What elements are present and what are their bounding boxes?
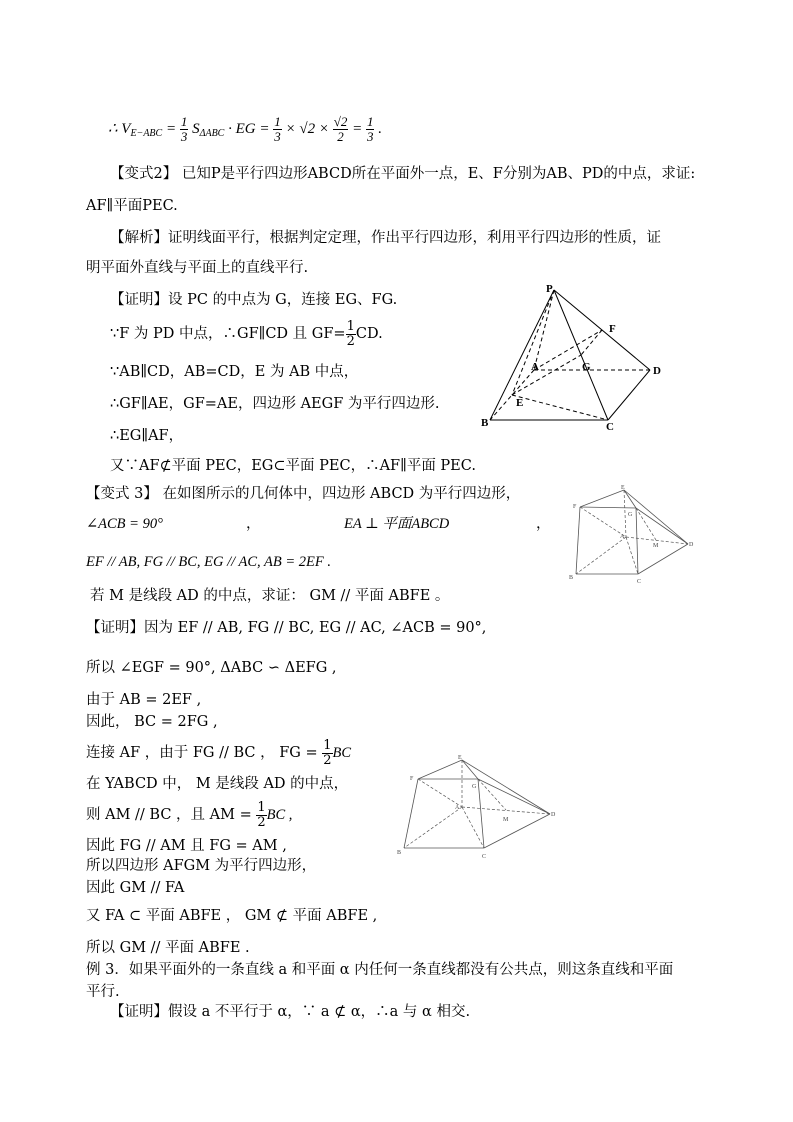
seg-FG — [581, 330, 602, 355]
fig3-label-F: F — [410, 776, 414, 782]
ex3-line2: 平行. — [86, 984, 120, 1000]
v2-proof-line6: 又∵AF⊄平面 PEC，EG⊂平面 PEC，∴AF∥平面 PEC. — [110, 458, 476, 474]
v2-proof-line1: 【证明】设 PC 的中点为 G，连接 EG、FG. — [110, 292, 398, 308]
v3-problem-line1: 【变式 3】 在如图所示的几何体中，四边形 ABCD 为平行四边形， — [86, 486, 521, 502]
v2-proof-line2: ∵F 为 PD 中点，∴GF∥CD 且 GF= $\frac{1}{2}$ CD. — [110, 318, 383, 349]
label-B: B — [481, 417, 489, 429]
v2-proof-line4: ∴GF∥AE，GF=AE，四边形 AEGF 为平行四边形. — [110, 396, 440, 412]
seg-PE — [512, 290, 554, 395]
v3-problem-line4: 若 M 是线段 AD 的中点，求证： GM // 平面 ABFE 。 — [90, 588, 450, 604]
fig3-label-G: G — [472, 784, 477, 790]
fig2-label-M: M — [653, 543, 659, 549]
v3-proof-line3: 由于 AB = 2EF , — [86, 692, 202, 708]
label-D: D — [653, 365, 661, 377]
v2-analysis-line2: 明平面外直线与平面上的直线平行. — [86, 260, 309, 276]
label-G: G — [582, 361, 591, 373]
label-F: F — [609, 323, 616, 335]
v3-problem-line2: ∠ACB = 90° ， EA ⊥ 平面ABCD ， — [86, 516, 551, 532]
seg-AF — [534, 330, 602, 370]
label-A: A — [531, 361, 539, 373]
label-E: E — [516, 397, 524, 409]
label-P: P — [546, 283, 553, 295]
polyhedron-figure-small — [566, 482, 696, 588]
v3-proof-line2: 所以 ∠EGF = 90°, ΔABC ∽ ΔEFG , — [86, 660, 337, 676]
fig2-label-E: E — [621, 485, 625, 491]
v3-proof-line5: 连接 AF ，由于 FG // BC ， FG = $\frac{1}{2}$ BC — [86, 737, 352, 768]
fig3-label-D: D — [551, 812, 556, 818]
fig3-label-E: E — [458, 755, 462, 761]
fig3-label-M: M — [503, 817, 509, 823]
label-C: C — [606, 421, 614, 432]
fig3-label-A: A — [455, 805, 460, 811]
v3-proof-line8: 因此 FG // AM 且 FG = AM , — [86, 838, 287, 854]
pyramid-figure — [478, 282, 668, 432]
fig2-label-D: D — [689, 542, 694, 548]
v2-problem-line2: AF∥平面PEC. — [86, 198, 178, 214]
ex3-line3: 【证明】假设 a 不平行于 α，∵ a ⊄ α，∴a 与 α 相交. — [110, 1004, 471, 1020]
v2-problem-line1: 【变式2】 已知P是平行四边形ABCD所在平面外一点，E、F分别为AB、PD的中点，求证: — [110, 166, 696, 182]
ex3-line1: 例 3．如果平面外的一条直线 a 和平面 α 内任何一条直线都没有公共点，则这条直线和平面 — [86, 962, 674, 978]
seg-EG — [512, 355, 581, 395]
fig2-label-A: A — [620, 534, 625, 540]
fig2-label-F: F — [573, 504, 577, 510]
v3-proof-line7: 则 AM // BC ，且 AM = $\frac{1}{2}$ BC , — [86, 799, 293, 830]
v3-proof-line12: 所以 GM // 平面 ABFE . — [86, 940, 250, 956]
v3-proof-line4: 因此， BC = 2FG , — [86, 714, 218, 730]
v3-problem-line3: EF // AB, FG // BC, EG // AC, AB = 2EF . — [86, 554, 331, 570]
seg-EC — [512, 395, 608, 420]
v2-proof-line3: ∵AB∥CD，AB=CD，E 为 AB 中点， — [110, 364, 359, 380]
fig2-label-B: B — [569, 575, 574, 581]
volume-formula: ∴ $V_{E-ABC}$ = $\frac{1}{3}$ $S_{\Delta ABC}$ · EG = $\frac{1}{3}$ × √2 × $\frac{√2}{2}$ = $\frac{1}{3}$ . — [108, 114, 382, 145]
v3-proof-line9: 所以四边形 AFGM 为平行四边形， — [86, 858, 317, 874]
polyhedron-figure-large — [392, 752, 558, 862]
v3-proof-line6: 在 YABCD 中， M 是线段 AD 的中点， — [86, 776, 349, 792]
v3-proof-line1: 【证明】因为 EF // AB, FG // BC, EG // AC, ∠ACB = 90°, — [86, 620, 487, 636]
v2-proof-line5: ∴EG∥AF， — [110, 428, 184, 444]
fig3-label-C: C — [482, 854, 487, 860]
fig2-label-G: G — [628, 512, 633, 518]
edge-PA — [534, 290, 554, 370]
v3-proof-line11: 又 FA ⊂ 平面 ABFE ， GM ⊄ 平面 ABFE , — [86, 908, 378, 924]
fig2-label-C: C — [637, 579, 642, 585]
v3-proof-line10: 因此 GM // FA — [86, 880, 185, 896]
edge-CD — [608, 370, 650, 420]
fig3-label-B: B — [397, 850, 402, 856]
v2-analysis-line1: 【解析】证明线面平行，根据判定定理，作出平行四边形，利用平行四边形的性质，证 — [110, 230, 661, 246]
